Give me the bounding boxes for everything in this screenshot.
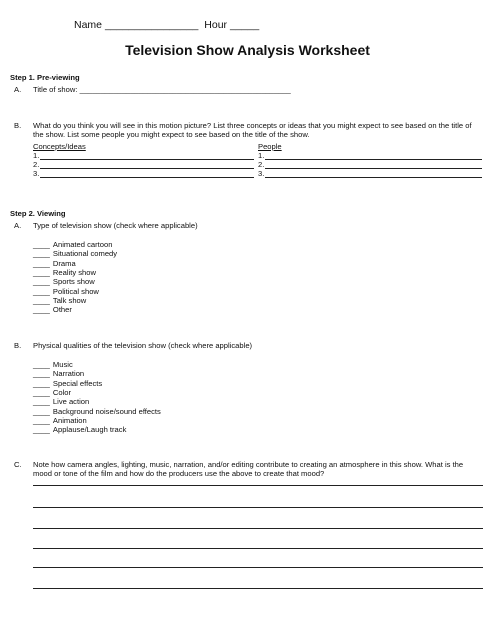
answer-line[interactable] — [33, 507, 483, 508]
quality-item[interactable] — [33, 360, 73, 369]
quality-label: Animation — [52, 415, 87, 425]
qualities-instructions: Physical qualities of the television show (check where applicable) — [33, 341, 253, 350]
hour-label: Hour — [204, 19, 228, 31]
title-of-show-field[interactable] — [33, 85, 291, 94]
show-type-label: Reality show — [52, 267, 96, 277]
step2-heading: Step 2. Viewing — [10, 209, 66, 218]
page-title: Television Show Analysis Worksheet — [125, 42, 370, 58]
name-label: Name — [74, 19, 103, 31]
people-header: People — [258, 142, 282, 151]
show-type-label: Drama — [52, 258, 76, 268]
name-field[interactable] — [74, 19, 259, 31]
concept-number: 3. — [33, 169, 40, 178]
show-type-instructions: Type of television show (check where applicable) — [33, 221, 198, 230]
concept-answer-line[interactable] — [40, 177, 254, 178]
show-type-item[interactable] — [33, 287, 99, 296]
show-type-check-blank[interactable]: ____ — [33, 258, 50, 268]
concepts-header: Concepts/Ideas — [33, 142, 86, 151]
concept-answer-line[interactable] — [40, 159, 254, 160]
show-type-item[interactable] — [33, 240, 112, 249]
quality-check-blank[interactable]: ____ — [33, 425, 50, 435]
step2-c-letter: C. — [14, 460, 22, 469]
quality-label: Color — [52, 387, 72, 397]
step1-heading: Step 1. Pre-viewing — [10, 73, 80, 82]
name-blank[interactable]: ________________ — [104, 19, 199, 31]
answer-line[interactable] — [33, 485, 483, 486]
people-answer-line[interactable] — [265, 177, 482, 178]
step1-a-letter: A. — [14, 85, 22, 94]
show-type-check-blank[interactable]: ____ — [33, 295, 50, 305]
quality-item[interactable] — [33, 407, 161, 416]
show-type-item[interactable] — [33, 296, 86, 305]
quality-check-blank[interactable]: ____ — [33, 369, 50, 379]
title-of-show-label: Title of show: — [33, 85, 78, 94]
show-type-item[interactable] — [33, 268, 96, 277]
show-type-item[interactable] — [33, 305, 72, 314]
show-type-item[interactable] — [33, 277, 95, 286]
quality-item[interactable] — [33, 416, 87, 425]
hour-blank[interactable]: _____ — [229, 19, 260, 31]
atmosphere-instructions: Note how camera angles, lighting, music, narration, and/or editing contribute to creating an atmosphere in this show. What is the mood or tone of the film and how do the producers use the above to create that mood? — [33, 460, 464, 478]
concept-number: 1. — [33, 151, 40, 160]
show-type-check-blank[interactable]: ____ — [33, 305, 50, 315]
quality-check-blank[interactable]: ____ — [33, 387, 50, 397]
people-number: 3. — [258, 169, 265, 178]
answer-line[interactable] — [33, 588, 483, 589]
people-answer-line[interactable] — [265, 168, 482, 169]
show-type-check-blank[interactable]: ____ — [33, 249, 50, 259]
show-type-item[interactable] — [33, 249, 117, 258]
show-type-label: Other — [52, 305, 72, 315]
show-type-check-blank[interactable]: ____ — [33, 267, 50, 277]
title-of-show-blank[interactable]: __________________________________________________ — [79, 85, 291, 94]
step2-a-letter: A. — [14, 221, 22, 230]
quality-check-blank[interactable]: ____ — [33, 415, 50, 425]
quality-item[interactable] — [33, 397, 89, 406]
step1-b-instructions: What do you think you will see in this motion picture? List three concepts or ideas that you might expect to see based on the title of the show. List some people you might expect to see based on the title of the show. — [33, 121, 472, 139]
step2-b-letter: B. — [14, 341, 22, 350]
show-type-check-blank[interactable]: ____ — [33, 240, 50, 249]
quality-check-blank[interactable]: ____ — [33, 360, 50, 369]
answer-line[interactable] — [33, 548, 483, 549]
show-type-label: Talk show — [52, 295, 87, 305]
quality-label: Music — [52, 360, 73, 369]
show-type-label: Political show — [52, 286, 99, 296]
concept-answer-line[interactable] — [40, 168, 254, 169]
quality-check-blank[interactable]: ____ — [33, 397, 50, 407]
quality-item[interactable] — [33, 388, 71, 397]
answer-line[interactable] — [33, 567, 483, 568]
show-type-label: Situational comedy — [52, 249, 118, 259]
people-answer-line[interactable] — [265, 159, 482, 160]
show-type-label: Sports show — [52, 277, 95, 287]
quality-item[interactable] — [33, 369, 84, 378]
quality-check-blank[interactable]: ____ — [33, 378, 50, 388]
show-type-item[interactable] — [33, 259, 76, 268]
quality-label: Special effects — [52, 378, 103, 388]
answer-line[interactable] — [33, 528, 483, 529]
show-type-check-blank[interactable]: ____ — [33, 277, 50, 287]
people-number: 2. — [258, 160, 265, 169]
quality-label: Applause/Laugh track — [52, 425, 127, 435]
people-number: 1. — [258, 151, 265, 160]
show-type-label: Animated cartoon — [52, 240, 113, 249]
show-type-check-blank[interactable]: ____ — [33, 286, 50, 296]
quality-label: Background noise/sound effects — [52, 406, 161, 416]
step1-b-letter: B. — [14, 121, 22, 130]
concept-number: 2. — [33, 160, 40, 169]
quality-label: Narration — [52, 369, 85, 379]
quality-label: Live action — [52, 397, 90, 407]
quality-item[interactable] — [33, 425, 126, 434]
quality-item[interactable] — [33, 379, 102, 388]
quality-check-blank[interactable]: ____ — [33, 406, 50, 416]
